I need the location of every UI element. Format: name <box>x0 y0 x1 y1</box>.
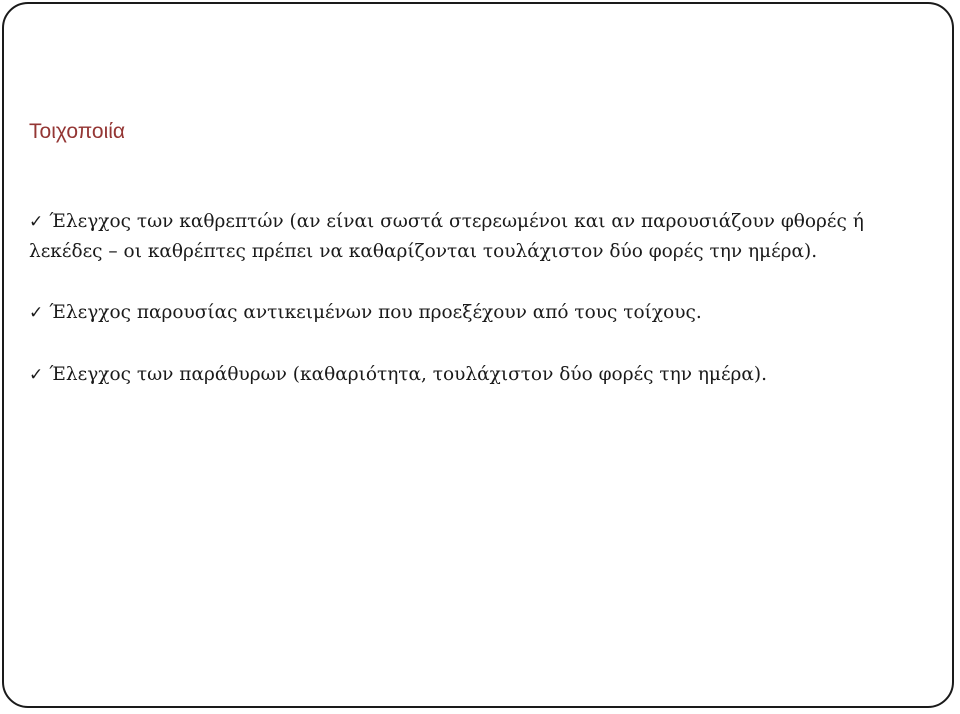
bullet-item <box>29 298 939 328</box>
checkmark-icon: ✓ <box>29 303 44 323</box>
bullet-text: Έλεγχος των παράθυρων (καθαριότητα, τουλάχιστον δύο φορές την ημέρα). <box>49 364 768 385</box>
checkmark-icon: ✓ <box>29 365 44 385</box>
bullet-text: Έλεγχος παρουσίας αντικειμένων που προεξέχουν από τους τοίχους. <box>49 302 702 323</box>
bullet-text: Έλεγχος των καθρεπτών (αν είναι σωστά στερεωμένοι και αν παρουσιάζουν φθορές ή λεκέδες – οι καθρέπτες πρέπει να καθαρίζονται τουλάχιστον δύο φορές την ημέρα). <box>29 211 864 262</box>
checkmark-icon: ✓ <box>29 212 44 232</box>
bullet-item <box>29 207 939 266</box>
bullet-list <box>29 207 939 422</box>
slide-frame <box>2 2 954 708</box>
slide-title: Τοιχοποιία <box>29 120 126 143</box>
bullet-item <box>29 360 939 390</box>
